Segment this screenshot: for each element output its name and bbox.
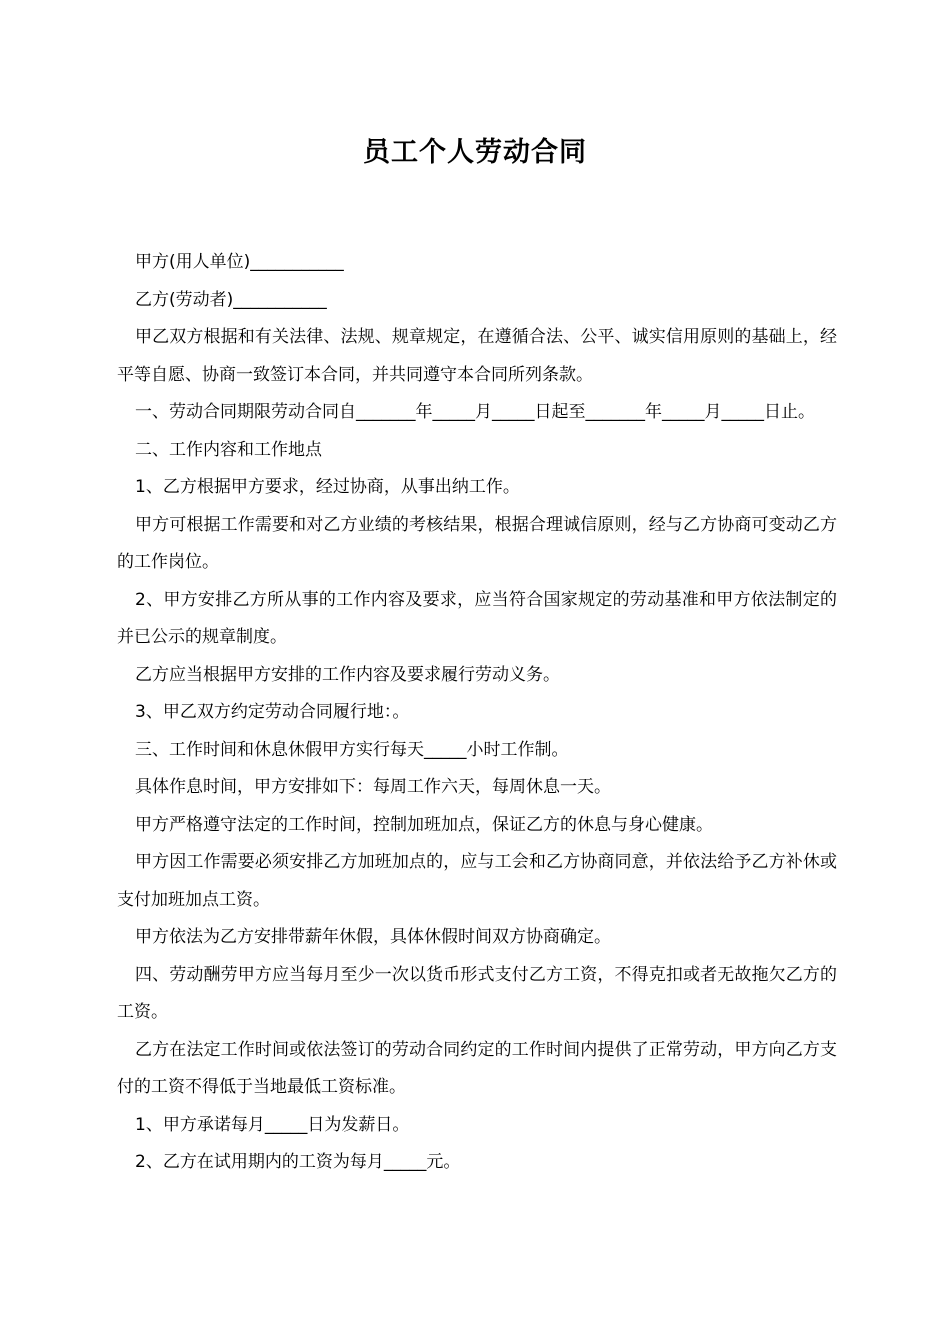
paragraph: 四、劳动酬劳甲方应当每月至少一次以货币形式支付乙方工资，不得克扣或者无故拖欠乙方的工资。 bbox=[117, 964, 837, 1022]
paragraph: 三、工作时间和休息休假甲方实行每天_____小时工作制。 bbox=[135, 739, 569, 760]
paragraph: 一、劳动合同期限劳动合同自_______年_____月_____日起至_______年_____月_____日止。 bbox=[135, 402, 815, 422]
paragraph: 甲方可根据工作需要和对乙方业绩的考核结果，根据合理诚信原则，经与乙方协商可变动乙方的工作岗位。 bbox=[117, 514, 837, 572]
paragraph: 1、乙方根据甲方要求，经过协商，从事出纳工作。 bbox=[135, 477, 520, 497]
paragraph: 甲方依法为乙方安排带薪年休假，具体休假时间双方协商确定。 bbox=[135, 927, 611, 947]
paragraph: 甲方因工作需要必须安排乙方加班加点的，应与工会和乙方协商同意，并依法给予乙方补休或支付加班加点工资。 bbox=[117, 852, 837, 910]
document-title: 员工个人劳动合同 bbox=[363, 137, 587, 168]
paragraph: 甲方(用人单位)___________ bbox=[135, 252, 344, 272]
paragraph: 乙方在法定工作时间或依法签订的劳动合同约定的工作时间内提供了正常劳动，甲方向乙方支付的工资不得低于当地最低工资标准。 bbox=[117, 1039, 837, 1097]
paragraph: 乙方(劳动者)___________ bbox=[135, 289, 327, 310]
paragraph: 2、甲方安排乙方所从事的工作内容及要求，应当符合国家规定的劳动基准和甲方依法制定的并已公示的规章制度。 bbox=[117, 589, 837, 647]
paragraph: 具体作息时间，甲方安排如下：每周工作六天，每周休息一天。 bbox=[135, 777, 611, 797]
paragraph: 乙方应当根据甲方安排的工作内容及要求履行劳动义务。 bbox=[135, 664, 560, 685]
paragraph: 二、工作内容和工作地点 bbox=[135, 439, 322, 460]
paragraph: 1、甲方承诺每月_____日为发薪日。 bbox=[135, 1114, 410, 1135]
paragraph: 3、甲乙双方约定劳动合同履行地：。 bbox=[135, 702, 410, 722]
paragraph: 甲乙双方根据和有关法律、法规、规章规定，在遵循合法、公平、诚实信用原则的基础上，经平等自愿、协商一致签订本合同，并共同遵守本合同所列条款。 bbox=[117, 327, 837, 385]
paragraph: 甲方严格遵守法定的工作时间，控制加班加点，保证乙方的休息与身心健康。 bbox=[135, 814, 713, 835]
document-body bbox=[117, 244, 837, 1182]
paragraph: 2、乙方在试用期内的工资为每月_____元。 bbox=[135, 1152, 461, 1172]
